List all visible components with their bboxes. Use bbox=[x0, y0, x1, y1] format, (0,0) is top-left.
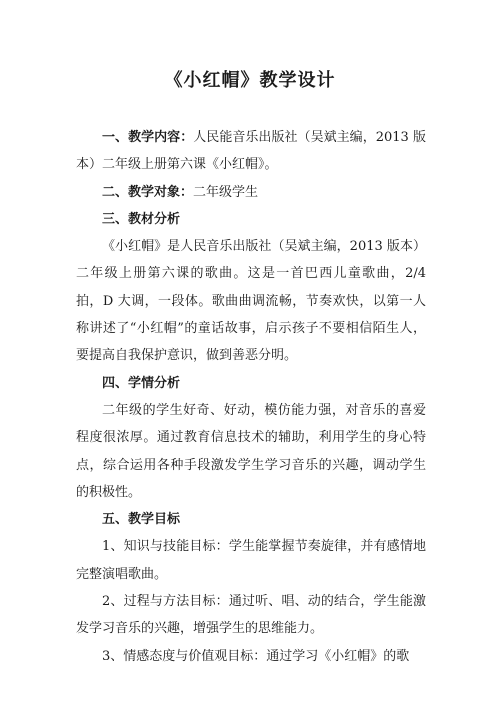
goal-item-2: 2、过程与方法目标：通过听、唱、动的结合，学生能激发学习音乐的兴趣，增强学生的思维能力。 bbox=[76, 594, 426, 637]
section-object-text: 二年级学生 bbox=[193, 184, 259, 200]
section-learners-heading-line bbox=[76, 370, 426, 397]
document-body bbox=[76, 124, 426, 670]
section-goals-heading-line bbox=[76, 506, 426, 533]
section-object bbox=[76, 179, 426, 206]
section-material-text: 《小红帽》是人民音乐出版社（吴斌主编，2013 版本）二年级上册第六课的歌曲。这是一首巴西儿童歌曲，2/4 拍，D 大调，一段体。歌曲曲调流畅，节奏欢快，以第一人称讲述了“小红帽”的童话故事，启示孩子不要相信陌生人，要提高自我保护意识，做到善恶分明。 bbox=[76, 239, 426, 364]
section-material-heading-line bbox=[76, 206, 426, 233]
goal-item-1: 1、知识与技能目标：学生能掌握节奏旋律，并有感情地完整演唱歌曲。 bbox=[76, 539, 426, 582]
section-goals-heading: 五、教学目标 bbox=[102, 512, 181, 528]
section-content bbox=[76, 124, 426, 179]
section-object-heading: 二、教学对象： bbox=[102, 184, 194, 200]
section-learners-text: 二年级的学生好奇、好动，模仿能力强，对音乐的喜爱程度很浓厚。通过教育信息技术的辅助，利用学生的身心特点，综合运用各种手段激发学生学习音乐的兴趣，调动学生的积极性。 bbox=[76, 402, 426, 500]
goal-item-3: 3、情感态度与价值观目标：通过学习《小红帽》的歌 bbox=[102, 648, 410, 664]
section-material-heading: 三、教材分析 bbox=[102, 211, 181, 227]
section-learners-heading: 四、学情分析 bbox=[102, 375, 181, 391]
section-content-heading: 一、教学内容： bbox=[102, 130, 194, 145]
page-title: 《小红帽》教学设计 bbox=[164, 70, 336, 91]
section-content-text: 人民能音乐出版社（吴斌主编，2013 版本）二年级上册第六课《小红帽》。 bbox=[76, 130, 426, 173]
